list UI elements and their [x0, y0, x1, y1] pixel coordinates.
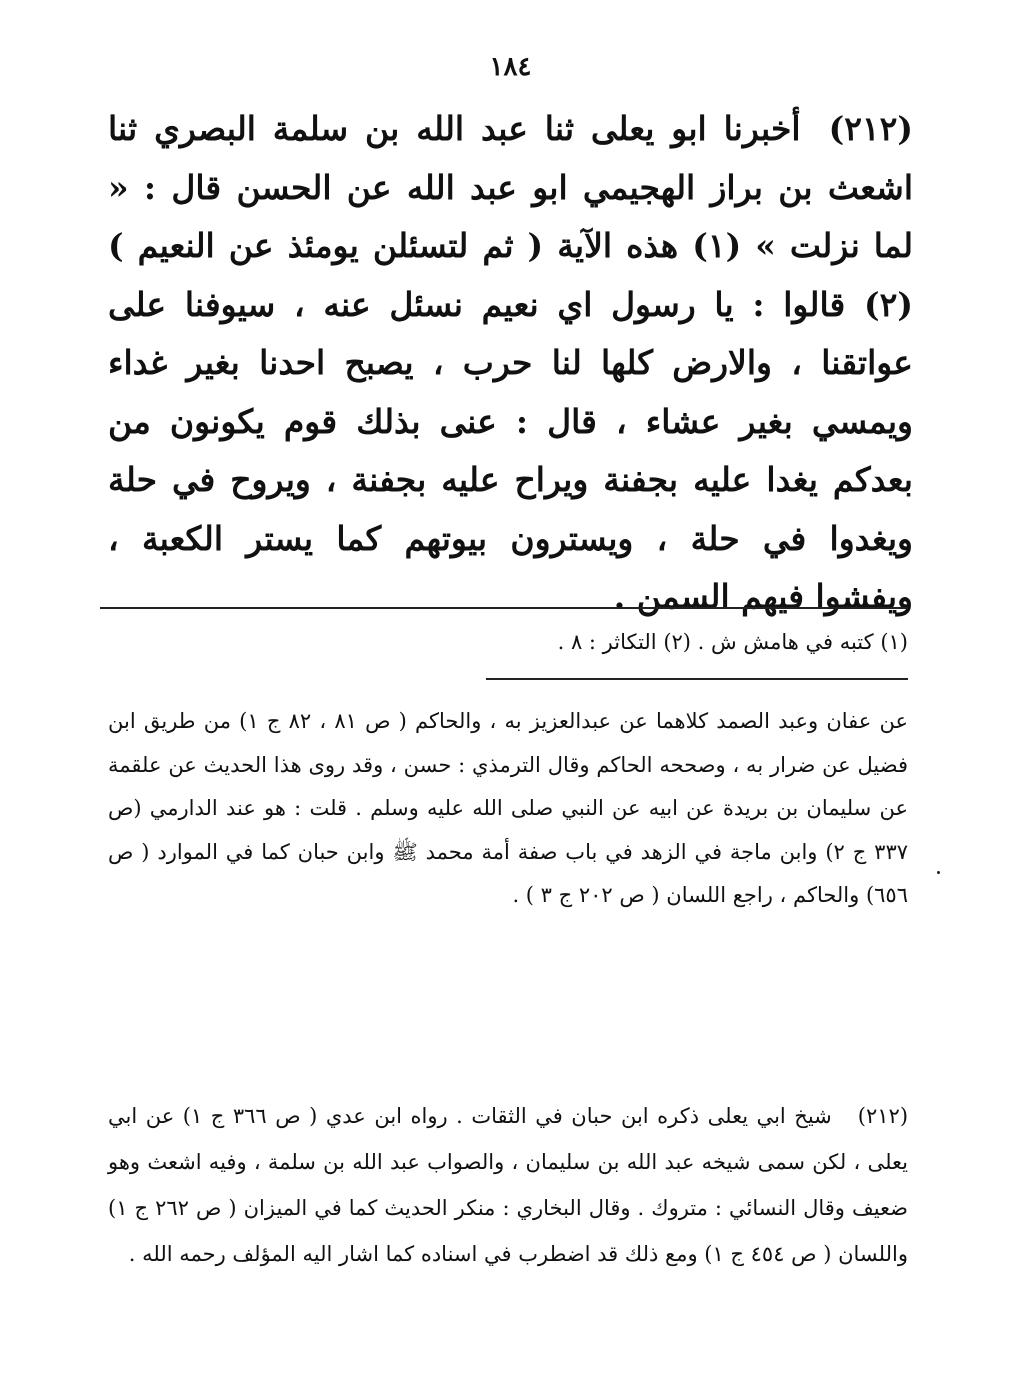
footnote-divider — [100, 607, 908, 609]
footnotes: (١) كتبه في هامش ش . (٢) التكاثر : ٨ . — [557, 630, 908, 654]
hadith-body: أخبرنا ابو يعلى ثنا عبد الله بن سلمة البصري ثنا اشعث بن براز الهجيمي ابو عبد الله عن الحسن قال : « لما نزلت » (١) هذه الآية ( ثم لتسئلن يومئذ عن النعيم ) (٢) قالوا : يا رسول اي نعيم نسئل عنه ، سيوفنا على عواتقنا ، والارض كلها لنا حرب ، يصبح احدنا بغير غداء ويمسي بغير عشاء ، قال : عنى بذلك قوم يكونون من بعدكم يغدا عليه بجفنة ويراح عليه بجفنة ، ويروح في حلة ويغدوا في حلة ، ويسترون بيوتهم كما يستر الكعبة ، ويفشوا فيهم السمن . — [108, 109, 913, 616]
commentary-212-paragraph — [108, 1093, 908, 1277]
hadith-number: (٢١٢) — [828, 109, 913, 148]
commentary-continued — [108, 700, 908, 918]
commentary-212 — [108, 1093, 908, 1277]
commentary-212-text: شيخ ابي يعلى ذكره ابن حبان في الثقات . رواه ابن عدي ( ص ٣٦٦ ج ١) عن ابي يعلى ، لكن سمى شيخه عبد الله بن سليمان ، والصواب عبد الله بن سلمة ، وفيه اشعث وهو ضعيف وقال النسائي : متروك . وقال البخاري : منكر الحديث كما في الميزان ( ص ٢٦٢ ج ١) واللسان ( ص ٤٥٤ ج ١) ومع ذلك قد اضطرب في اسناده كما اشار اليه المؤلف رحمه الله . — [108, 1104, 909, 1266]
commentary-divider — [486, 678, 908, 680]
hadith-main-text — [108, 100, 913, 627]
hadith-paragraph — [108, 100, 913, 627]
margin-mark — [937, 871, 940, 874]
page-number: ١٨٤ — [489, 52, 532, 82]
commentary-212-number: (٢١٢) — [857, 1104, 909, 1128]
commentary-continued-text: عن عفان وعبد الصمد كلاهما عن عبدالعزيز به ، والحاكم ( ص ٨١ ، ٨٢ ج ١) من طريق ابن فضيل عن ضرار به ، وصححه الحاكم وقال الترمذي : حسن ، وقد روى هذا الحديث عن علقمة عن سليمان بن بريدة عن ابيه عن النبي صلى الله عليه وسلم . قلت : هو عند الدارمي (ص ٣٣٧ ج ٢) وابن ماجة في الزهد في باب صفة أمة محمد ﷺ وابن حبان كما في الموارد ( ص ٦٥٦) والحاكم ، راجع اللسان ( ص ٢٠٢ ج ٣ ) . — [108, 709, 909, 907]
